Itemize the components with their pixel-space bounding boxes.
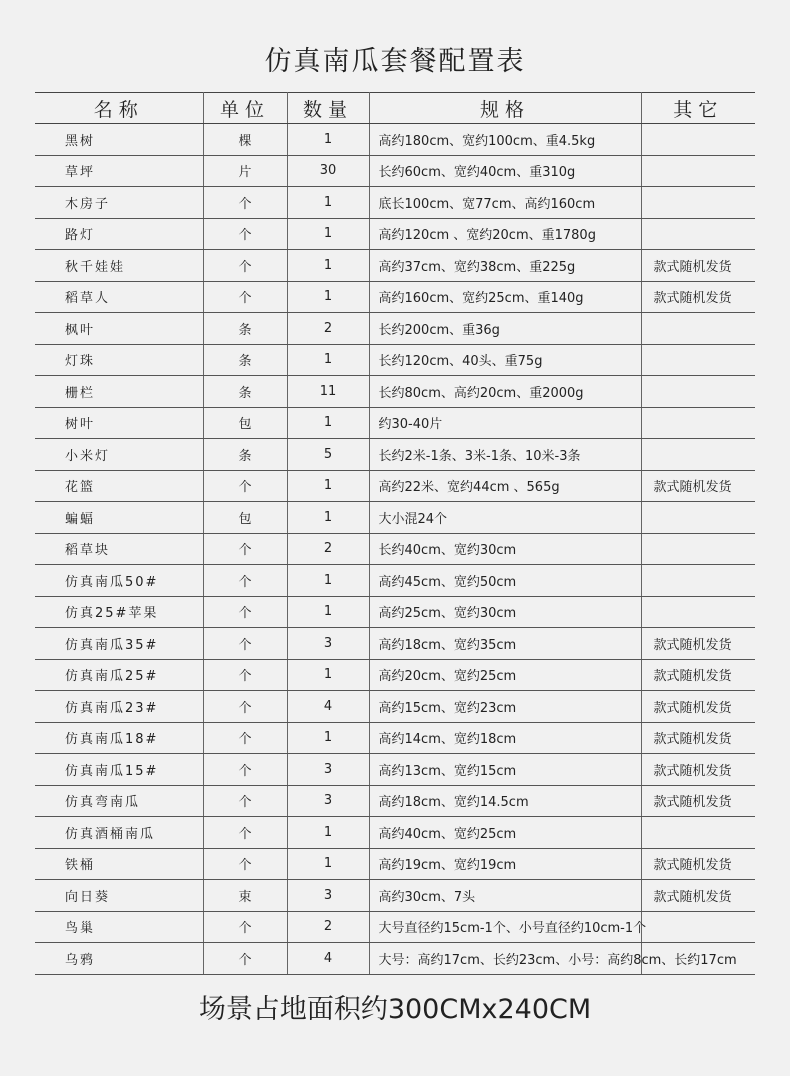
cell-name: 仿真南瓜23# [35,691,203,723]
cell-name: 路灯 [35,218,203,250]
cell-name: 仿真南瓜25# [35,659,203,691]
cell-other: 款式随机发货 [641,281,755,313]
table-row [35,124,755,156]
cell-name: 树叶 [35,407,203,439]
cell-spec: 长约40cm、宽约30cm [369,533,641,565]
cell-other [641,911,755,943]
cell-spec: 长约200cm、重36g [369,313,641,345]
cell-quantity: 1 [287,187,369,219]
cell-spec: 高约13cm、宽约15cm [369,754,641,786]
cell-spec: 高约37cm、宽约38cm、重225g [369,250,641,282]
cell-quantity: 11 [287,376,369,408]
cell-unit: 个 [203,817,287,849]
table-row [35,848,755,880]
cell-unit: 个 [203,911,287,943]
cell-quantity: 3 [287,785,369,817]
table-row [35,911,755,943]
table-row [35,439,755,471]
table-row [35,596,755,628]
cell-quantity: 1 [287,817,369,849]
cell-quantity: 1 [287,407,369,439]
cell-unit: 个 [203,785,287,817]
cell-quantity: 2 [287,533,369,565]
cell-unit: 个 [203,533,287,565]
cell-spec: 高约18cm、宽约14.5cm [369,785,641,817]
cell-name: 乌鸦 [35,943,203,975]
cell-unit: 个 [203,470,287,502]
cell-name: 仿真弯南瓜 [35,785,203,817]
table-row [35,628,755,660]
cell-other [641,565,755,597]
cell-other: 款式随机发货 [641,754,755,786]
header-quantity: 数量 [287,93,369,124]
cell-unit: 个 [203,596,287,628]
table-row [35,817,755,849]
table-row [35,470,755,502]
table-row [35,281,755,313]
cell-unit: 条 [203,313,287,345]
cell-unit: 条 [203,439,287,471]
page-title: 仿真南瓜套餐配置表 [264,46,526,77]
cell-other [641,155,755,187]
cell-other [641,407,755,439]
cell-spec: 高约30cm、7头 [369,880,641,912]
table-row [35,313,755,345]
cell-name: 向日葵 [35,880,203,912]
cell-other: 款式随机发货 [641,659,755,691]
cell-name: 仿真南瓜35# [35,628,203,660]
cell-unit: 个 [203,722,287,754]
cell-quantity: 1 [287,124,369,156]
cell-other: 款式随机发货 [641,250,755,282]
cell-other: 款式随机发货 [641,470,755,502]
table-row [35,187,755,219]
table-row [35,722,755,754]
cell-spec: 高约14cm、宽约18cm [369,722,641,754]
table-row [35,407,755,439]
cell-quantity: 2 [287,313,369,345]
cell-quantity: 4 [287,691,369,723]
cell-other [641,218,755,250]
cell-other: 款式随机发货 [641,848,755,880]
cell-unit: 个 [203,754,287,786]
cell-other: 款式随机发货 [641,722,755,754]
table-row [35,250,755,282]
cell-name: 仿真南瓜15# [35,754,203,786]
header-unit: 单位 [203,93,287,124]
cell-spec: 高约22米、宽约44cm 、565g [369,470,641,502]
cell-quantity: 1 [287,659,369,691]
cell-name: 草坪 [35,155,203,187]
cell-spec: 高约45cm、宽约50cm [369,565,641,597]
table-row [35,880,755,912]
cell-name: 小米灯 [35,439,203,471]
cell-unit: 束 [203,880,287,912]
cell-other [641,124,755,156]
table-body [35,124,755,975]
cell-unit: 个 [203,943,287,975]
cell-spec: 高约40cm、宽约25cm [369,817,641,849]
cell-name: 栅栏 [35,376,203,408]
cell-other: 款式随机发货 [641,785,755,817]
cell-other [641,439,755,471]
table-header-row [35,93,755,124]
table-row [35,943,755,975]
cell-spec: 长约120cm、40头、重75g [369,344,641,376]
cell-spec: 长约80cm、高约20cm、重2000g [369,376,641,408]
cell-name: 铁桶 [35,848,203,880]
cell-quantity: 1 [287,344,369,376]
cell-spec: 大小混24个 [369,502,641,534]
cell-quantity: 2 [287,911,369,943]
cell-other [641,187,755,219]
table-row [35,218,755,250]
cell-quantity: 1 [287,470,369,502]
cell-other [641,533,755,565]
table-row [35,754,755,786]
header-name: 名称 [35,93,203,124]
cell-unit: 个 [203,691,287,723]
cell-unit: 包 [203,407,287,439]
cell-spec: 高约180cm、宽约100cm、重4.5kg [369,124,641,156]
header-spec: 规格 [369,93,641,124]
cell-name: 稻草人 [35,281,203,313]
cell-spec: 高约25cm、宽约30cm [369,596,641,628]
cell-spec: 长约60cm、宽约40cm、重310g [369,155,641,187]
table-row [35,659,755,691]
cell-quantity: 1 [287,596,369,628]
footer-note: 场景占地面积约300CMx240CM [198,994,592,1025]
cell-name: 鸟巢 [35,911,203,943]
cell-spec: 高约120cm 、宽约20cm、重1780g [369,218,641,250]
cell-other [641,596,755,628]
cell-quantity: 5 [287,439,369,471]
cell-quantity: 1 [287,848,369,880]
cell-quantity: 1 [287,250,369,282]
cell-other [641,376,755,408]
cell-other [641,502,755,534]
table-row [35,344,755,376]
cell-unit: 个 [203,659,287,691]
cell-spec: 高约160cm、宽约25cm、重140g [369,281,641,313]
cell-unit: 个 [203,628,287,660]
table-row [35,691,755,723]
cell-unit: 片 [203,155,287,187]
cell-spec: 高约20cm、宽约25cm [369,659,641,691]
cell-spec: 高约18cm、宽约35cm [369,628,641,660]
cell-name: 仿真25#苹果 [35,596,203,628]
cell-quantity: 1 [287,281,369,313]
cell-other: 款式随机发货 [641,691,755,723]
cell-unit: 个 [203,187,287,219]
cell-name: 稻草块 [35,533,203,565]
cell-unit: 条 [203,376,287,408]
config-sheet [0,30,790,1046]
cell-spec: 高约19cm、宽约19cm [369,848,641,880]
cell-spec: 约30-40片 [369,407,641,439]
cell-other: 款式随机发货 [641,880,755,912]
cell-spec: 高约15cm、宽约23cm [369,691,641,723]
cell-spec: 大号：高约17cm、长约23cm、小号：高约8cm、长约17cm [369,943,641,975]
cell-quantity: 1 [287,565,369,597]
table-row [35,785,755,817]
cell-other: 款式随机发货 [641,628,755,660]
table-row [35,376,755,408]
cell-spec: 底长100cm、宽77cm、高约160cm [369,187,641,219]
config-table [35,92,755,975]
cell-name: 灯珠 [35,344,203,376]
cell-name: 木房子 [35,187,203,219]
cell-quantity: 30 [287,155,369,187]
cell-unit: 个 [203,281,287,313]
cell-quantity: 3 [287,880,369,912]
cell-unit: 个 [203,218,287,250]
cell-quantity: 3 [287,628,369,660]
cell-other [641,344,755,376]
cell-name: 仿真南瓜18# [35,722,203,754]
cell-name: 仿真酒桶南瓜 [35,817,203,849]
cell-unit: 包 [203,502,287,534]
cell-unit: 条 [203,344,287,376]
table-row [35,502,755,534]
cell-unit: 个 [203,848,287,880]
cell-unit: 棵 [203,124,287,156]
cell-name: 枫叶 [35,313,203,345]
cell-other [641,817,755,849]
cell-name: 仿真南瓜50# [35,565,203,597]
cell-quantity: 1 [287,502,369,534]
cell-other [641,313,755,345]
header-other: 其它 [641,93,755,124]
cell-quantity: 3 [287,754,369,786]
table-row [35,155,755,187]
cell-quantity: 4 [287,943,369,975]
table-row [35,565,755,597]
table-row [35,533,755,565]
cell-spec: 长约2米-1条、3米-1条、10米-3条 [369,439,641,471]
cell-unit: 个 [203,250,287,282]
cell-name: 黑树 [35,124,203,156]
cell-quantity: 1 [287,218,369,250]
cell-name: 秋千娃娃 [35,250,203,282]
cell-spec: 大号直径约15cm-1个、小号直径约10cm-1个 [369,911,641,943]
cell-quantity: 1 [287,722,369,754]
cell-name: 蝙蝠 [35,502,203,534]
cell-name: 花篮 [35,470,203,502]
cell-unit: 个 [203,565,287,597]
